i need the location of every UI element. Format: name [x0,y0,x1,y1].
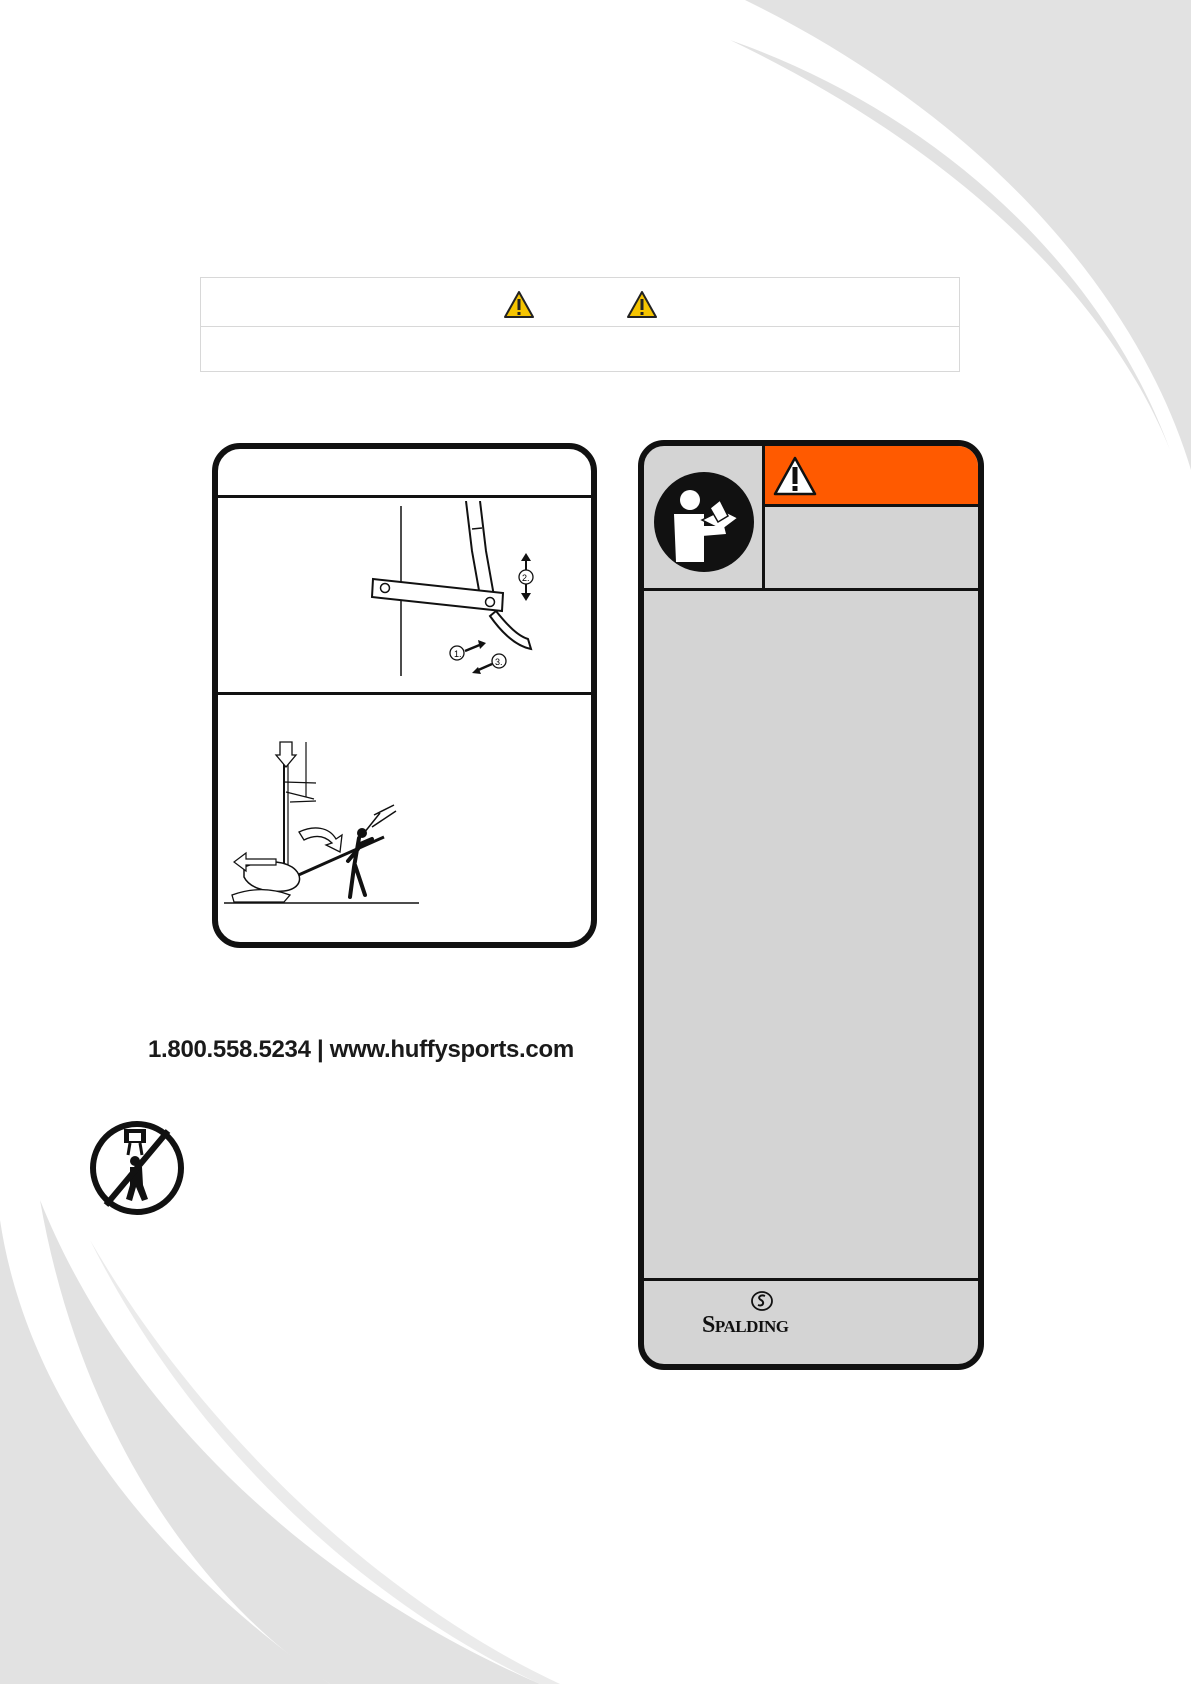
exclamation-icon [773,456,817,496]
warning-triangle-icon [503,290,535,319]
instruction-label [212,443,597,948]
spalding-logo [702,1290,822,1342]
spalding-wordmark: Spalding [702,1312,789,1338]
step-3-label: 3. [495,657,503,667]
warning-header-row [201,278,959,327]
spalding-emblem-icon [750,1290,774,1312]
label-header-divider [218,495,591,498]
system-tip-diagram [224,737,424,912]
label-section-divider [218,692,591,695]
warning-triangle-icon [626,290,658,319]
step-2-label: 2. [522,573,530,583]
no-hanging-icon [88,1119,186,1217]
read-manual-icon [652,470,756,574]
warning-signal-bar [765,446,978,507]
warning-label [638,440,984,1370]
contact-phone-web: 1.800.558.5234 | www.huffysports.com [148,1036,574,1063]
warning-header-table [200,277,960,372]
height-adjust-diagram [368,501,578,686]
warning-label-footer-divider [644,1278,978,1281]
warning-label-header [644,446,978,591]
step-1-label: 1. [454,649,462,659]
